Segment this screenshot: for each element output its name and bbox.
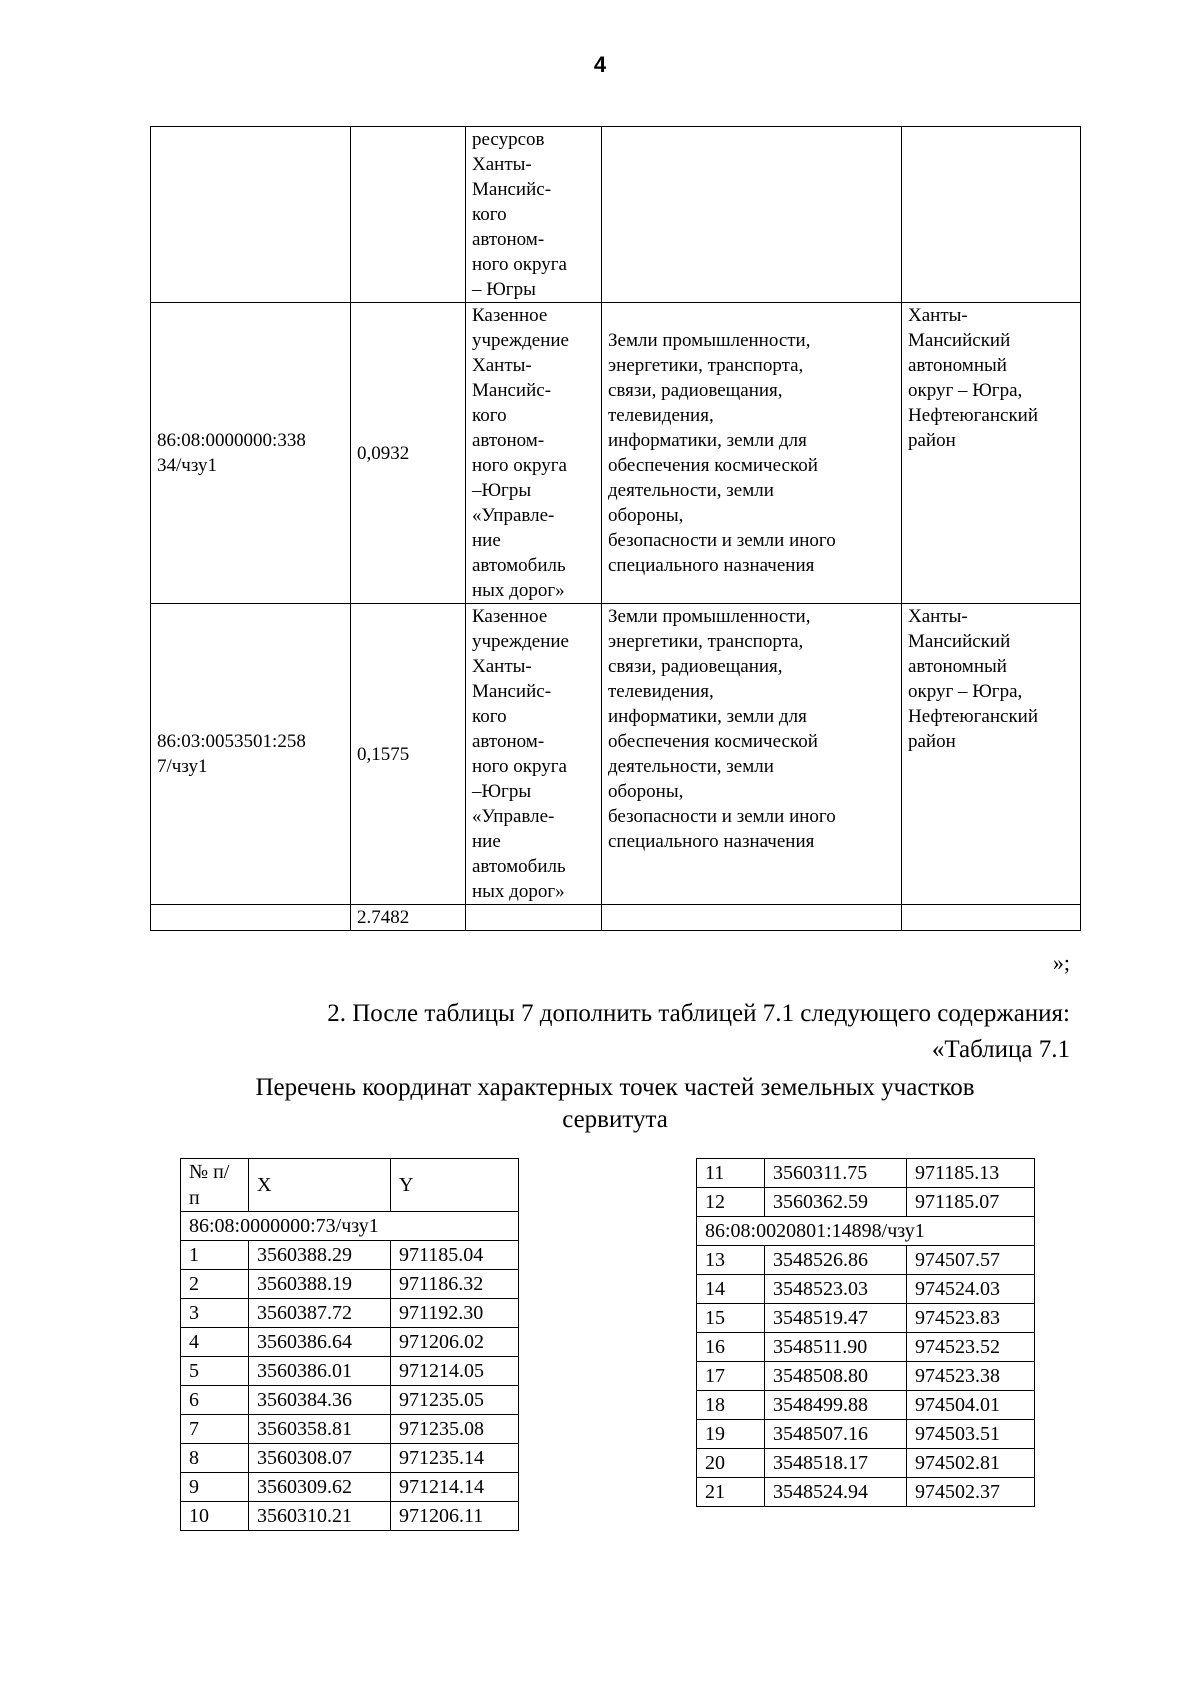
y-coordinate-cell: 974523.52 [907,1333,1035,1362]
x-coordinate-cell: 3548524.94 [765,1478,907,1507]
point-number-cell: 11 [697,1159,765,1188]
plot-group-label: 86:08:0020801:14898/чзу1 [697,1217,1035,1246]
y-coordinate-cell: 971185.07 [907,1188,1035,1217]
table-row [181,1444,519,1473]
x-coordinate-cell: 3560358.81 [249,1415,391,1444]
y-coordinate-cell: 974502.37 [907,1478,1035,1507]
x-coordinate-cell: 3548499.88 [765,1391,907,1420]
table-row [181,1328,519,1357]
y-coordinate-cell: 974523.83 [907,1304,1035,1333]
column-header-number: № п/п [181,1159,249,1212]
point-number-cell: 4 [181,1328,249,1357]
table-row [181,1415,519,1444]
land-category-cell [602,127,902,303]
table-row [181,1241,519,1270]
table-row [697,1275,1035,1304]
land-category-cell: Земли промышленности, энергетики, транспорта, связи, радиовещания, телевидения, информатики, земли для обеспечения космической деятельности, земли обороны, безопасности и земли иного специального назначения [602,604,902,905]
y-coordinate-cell: 971235.08 [391,1415,519,1444]
group-row [697,1217,1035,1246]
table-row [181,1386,519,1415]
table-row [697,1420,1035,1449]
table-row [181,1357,519,1386]
page-number: 4 [593,52,607,77]
table-row [181,1502,519,1531]
point-number-cell: 7 [181,1415,249,1444]
y-coordinate-cell: 971214.14 [391,1473,519,1502]
area-cell: 0,0932 [351,303,466,604]
table-row [697,1159,1035,1188]
point-number-cell: 6 [181,1386,249,1415]
closing-quote: »; [1052,950,1070,975]
y-coordinate-cell: 971185.13 [907,1159,1035,1188]
group-row [181,1212,519,1241]
x-coordinate-cell: 3548507.16 [765,1420,907,1449]
y-coordinate-cell: 971214.05 [391,1357,519,1386]
table-row [151,303,1081,604]
y-coordinate-cell: 971235.05 [391,1386,519,1415]
x-coordinate-cell: 3560386.01 [249,1357,391,1386]
column-header-y: Y [391,1159,519,1212]
x-coordinate-cell: 3560388.19 [249,1270,391,1299]
land-plots-table-continuation [150,126,1081,931]
y-coordinate-cell: 974507.57 [907,1246,1035,1275]
point-number-cell: 12 [697,1188,765,1217]
table-row [151,604,1081,905]
x-coordinate-cell: 3548526.86 [765,1246,907,1275]
x-coordinate-cell: 3560308.07 [249,1444,391,1473]
table-row [181,1473,519,1502]
coordinates-table-left [180,1158,519,1531]
area-cell: 0,1575 [351,604,466,905]
owner-cell: Казенное учреждение Ханты- Мансийс- кого автоном- ного округа –Югры «Управле- ние автомобиль ных дорог» [466,303,602,604]
land-category-cell: Земли промышленности, энергетики, транспорта, связи, радиовещания, телевидения, информатики, земли для обеспечения космической деятельности, земли обороны, безопасности и земли иного специального назначения [602,303,902,604]
total-area-cell: 2.7482 [351,905,466,931]
point-number-cell: 1 [181,1241,249,1270]
point-number-cell: 20 [697,1449,765,1478]
point-number-cell: 5 [181,1357,249,1386]
y-coordinate-cell: 971206.02 [391,1328,519,1357]
x-coordinate-cell: 3560362.59 [765,1188,907,1217]
table-row [697,1304,1035,1333]
location-cell: Ханты- Мансийский автономный округ – Югра, Нефтеюганский район [902,604,1081,905]
total-empty-cell [151,905,351,931]
x-coordinate-cell: 3560384.36 [249,1386,391,1415]
y-coordinate-cell: 971192.30 [391,1299,519,1328]
table-row [697,1391,1035,1420]
y-coordinate-cell: 974523.38 [907,1362,1035,1391]
point-number-cell: 13 [697,1246,765,1275]
table-row [181,1270,519,1299]
point-number-cell: 21 [697,1478,765,1507]
table-title [150,1072,1080,1136]
y-coordinate-cell: 974504.01 [907,1391,1035,1420]
owner-cell: ресурсов Ханты- Мансийс- кого автоном- ного округа – Югры [466,127,602,303]
point-number-cell: 8 [181,1444,249,1473]
table-row [181,1299,519,1328]
y-coordinate-cell: 971185.04 [391,1241,519,1270]
table-title-line: сервитута [562,1106,668,1133]
y-coordinate-cell: 971235.14 [391,1444,519,1473]
point-number-cell: 19 [697,1420,765,1449]
table-label: «Таблица 7.1 [931,1036,1070,1063]
point-number-cell: 14 [697,1275,765,1304]
x-coordinate-cell: 3548511.90 [765,1333,907,1362]
x-coordinate-cell: 3560309.62 [249,1473,391,1502]
total-row [151,905,1081,931]
x-coordinate-cell: 3560311.75 [765,1159,907,1188]
point-number-cell: 9 [181,1473,249,1502]
table-row [697,1362,1035,1391]
y-coordinate-cell: 974524.03 [907,1275,1035,1304]
point-number-cell: 17 [697,1362,765,1391]
x-coordinate-cell: 3548518.17 [765,1449,907,1478]
x-coordinate-cell: 3548519.47 [765,1304,907,1333]
point-number-cell: 15 [697,1304,765,1333]
coordinates-table-right [696,1158,1035,1507]
x-coordinate-cell: 3560386.64 [249,1328,391,1357]
cadastral-number-cell: 86:03:0053501:258 7/чзу1 [151,604,351,905]
header-row [181,1159,519,1212]
x-coordinate-cell: 3560387.72 [249,1299,391,1328]
owner-cell: Казенное учреждение Ханты- Мансийс- кого автоном- ного округа –Югры «Управле- ние автомобиль ных дорог» [466,604,602,905]
total-empty-cell [602,905,902,931]
column-header-x: X [249,1159,391,1212]
y-coordinate-cell: 971206.11 [391,1502,519,1531]
cadastral-number-cell: 86:08:0000000:338 34/чзу1 [151,303,351,604]
total-empty-cell [902,905,1081,931]
table-row [151,127,1081,303]
point-number-cell: 3 [181,1299,249,1328]
location-cell: Ханты- Мансийский автономный округ – Югра, Нефтеюганский район [902,303,1081,604]
total-empty-cell [466,905,602,931]
table-row [697,1333,1035,1362]
y-coordinate-cell: 974503.51 [907,1420,1035,1449]
cadastral-number-cell [151,127,351,303]
table-row [697,1449,1035,1478]
point-number-cell: 2 [181,1270,249,1299]
location-cell [902,127,1081,303]
amendment-paragraph: 2. После таблицы 7 дополнить таблицей 7.1 следующего содержания: [327,1000,1070,1027]
table-title-line: Перечень координат характерных точек частей земельных участков [255,1074,975,1101]
x-coordinate-cell: 3548523.03 [765,1275,907,1304]
y-coordinate-cell: 974502.81 [907,1449,1035,1478]
x-coordinate-cell: 3548508.80 [765,1362,907,1391]
point-number-cell: 18 [697,1391,765,1420]
table-row [697,1246,1035,1275]
area-cell [351,127,466,303]
y-coordinate-cell: 971186.32 [391,1270,519,1299]
table-row [697,1478,1035,1507]
x-coordinate-cell: 3560388.29 [249,1241,391,1270]
point-number-cell: 16 [697,1333,765,1362]
point-number-cell: 10 [181,1502,249,1531]
plot-group-label: 86:08:0000000:73/чзу1 [181,1212,519,1241]
x-coordinate-cell: 3560310.21 [249,1502,391,1531]
table-row [697,1188,1035,1217]
